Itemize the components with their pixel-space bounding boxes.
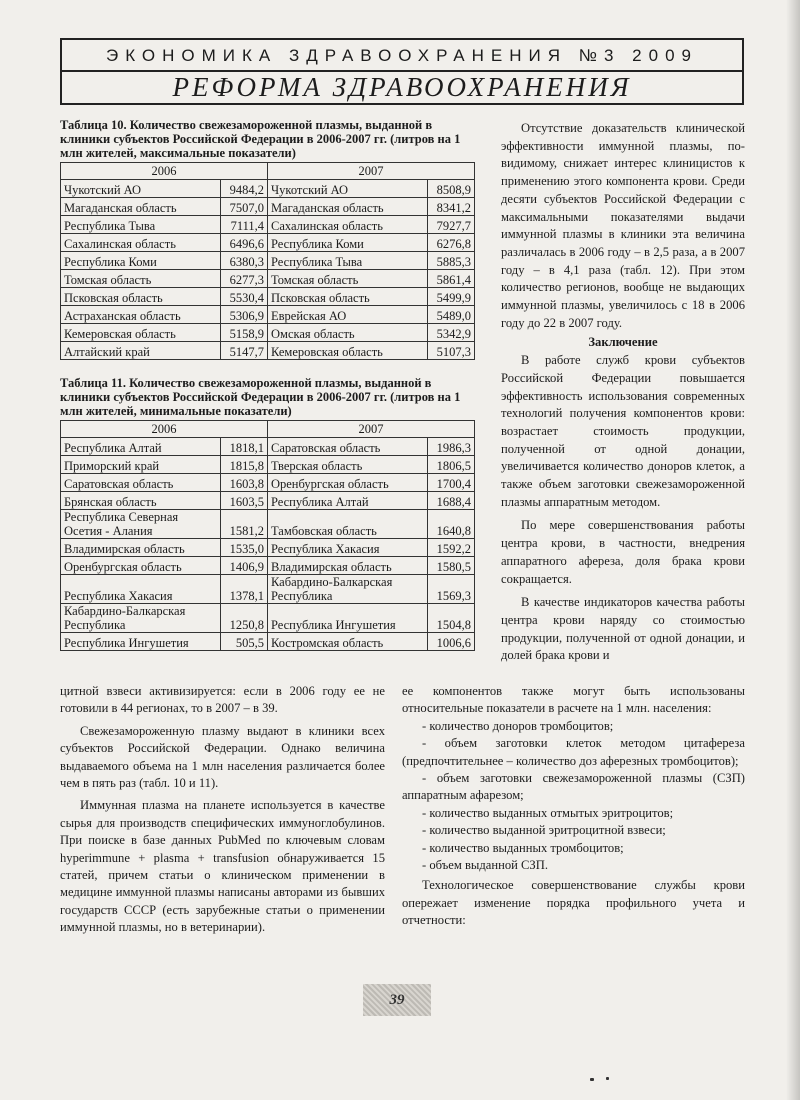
- table-row: [61, 270, 475, 288]
- value-cell: 1569,3: [428, 575, 475, 604]
- table-row: [61, 510, 475, 539]
- table-row: [61, 539, 475, 557]
- value-cell: 6496,6: [221, 234, 268, 252]
- value-cell: 5342,9: [428, 324, 475, 342]
- year-header: 2007: [268, 163, 475, 180]
- value-cell: 1640,8: [428, 510, 475, 539]
- page-edge-shadow: [786, 0, 800, 1100]
- value-cell: 1818,1: [221, 438, 268, 456]
- value-cell: 6277,3: [221, 270, 268, 288]
- value-cell: 5158,9: [221, 324, 268, 342]
- value-cell: 1006,6: [428, 633, 475, 651]
- region-cell: Брянская область: [61, 492, 221, 510]
- region-cell: Кабардино-Балкарская Республика: [267, 575, 427, 604]
- table-row: [61, 557, 475, 575]
- value-cell: 1688,4: [428, 492, 475, 510]
- list-item: - объем заготовки клеток методом цитафереза (предпочтительнее – количество доз аферезных тромбоцитов);: [402, 736, 745, 768]
- table-row: [61, 324, 475, 342]
- region-cell: Саратовская область: [267, 438, 427, 456]
- bottom-left-column: [60, 683, 385, 942]
- paragraph: ее компонентов также могут быть использованы относительные показатели в расчете на 1 млн. населения:: [402, 684, 745, 716]
- value-cell: 1504,8: [428, 604, 475, 633]
- value-cell: 1535,0: [221, 539, 268, 557]
- bottom-right-column: [402, 683, 745, 930]
- region-cell: Магаданская область: [268, 198, 428, 216]
- paragraph: Иммунная плазма на планете используется в качестве сырья для производств специфических иммуноглобулинов. При поиске в базе данных PubMed по ключевым словам hyperimmune + plasma + transfusion обнаруживается 15 статей, причем статьи о клиническом применении в медицине иммунной плазмы написаны авторами из бывших государств СССР (есть зарубежные статьи о применении иммунной плазмы, но в ветеринарии).: [60, 798, 385, 935]
- table-row: [61, 456, 475, 474]
- value-cell: 9484,2: [221, 180, 268, 198]
- region-cell: Приморский край: [61, 456, 221, 474]
- region-cell: Чукотский АО: [268, 180, 428, 198]
- region-cell: Оренбургская область: [61, 557, 221, 575]
- table-row: [61, 180, 475, 198]
- table-row: [61, 575, 475, 604]
- value-cell: 6380,3: [221, 252, 268, 270]
- region-cell: Алтайский край: [61, 342, 221, 360]
- paragraph: В работе служб крови субъектов Российской Федерации повышается эффективность использования современных технологий получения компонентов крови: возрастает стоимость продукции, полученной от одной донации, увеличивается количество доноров клеток, а также объем заготовки свежезамороженной плазмы аппаратным методом.: [501, 353, 745, 509]
- region-cell: Тамбовская область: [267, 510, 427, 539]
- scan-speck: [590, 1078, 594, 1081]
- region-cell: Республика Тыва: [268, 252, 428, 270]
- paragraph: По мере совершенствования работы центра крови, в частности, внедрения аппаратного афереза, доля брака крови сокращается.: [501, 518, 745, 586]
- value-cell: 1806,5: [428, 456, 475, 474]
- value-cell: 1603,5: [221, 492, 268, 510]
- region-cell: Костромская область: [267, 633, 427, 651]
- region-cell: Кемеровская область: [61, 324, 221, 342]
- value-cell: 5107,3: [428, 342, 475, 360]
- year-header: 2006: [61, 163, 268, 180]
- value-cell: 7507,0: [221, 198, 268, 216]
- value-cell: 5499,9: [428, 288, 475, 306]
- table-row: [61, 252, 475, 270]
- table-row: [61, 216, 475, 234]
- value-cell: 5885,3: [428, 252, 475, 270]
- region-cell: Республика Хакасия: [267, 539, 427, 557]
- value-cell: 1580,5: [428, 557, 475, 575]
- page-number: 39: [363, 984, 431, 1016]
- paragraph: Свежезамороженную плазму выдают в клиники всех субъектов Российской Федерации. Однако величина выдаваемого объема на 1 млн населения различается более чем в пять раз (табл. 10 и 11).: [60, 723, 385, 791]
- region-cell: Республика Ингушетия: [267, 604, 427, 633]
- region-cell: Астраханская область: [61, 306, 221, 324]
- table-row: [61, 474, 475, 492]
- list-item: - количество доноров тромбоцитов;: [422, 718, 614, 733]
- value-cell: 1250,8: [221, 604, 268, 633]
- list-item: - количество выданной эритроцитной взвеси;: [422, 823, 666, 838]
- table-row: [61, 633, 475, 651]
- region-cell: Омская область: [268, 324, 428, 342]
- table-11-body: [61, 438, 475, 651]
- region-cell: Тверская область: [267, 456, 427, 474]
- region-cell: Республика Алтай: [267, 492, 427, 510]
- table-header-row: [61, 163, 475, 180]
- list-item: - объем выданной СЗП.: [422, 858, 548, 873]
- region-cell: Чукотский АО: [61, 180, 221, 198]
- value-cell: 5489,0: [428, 306, 475, 324]
- value-cell: 1603,8: [221, 474, 268, 492]
- value-cell: 1986,3: [428, 438, 475, 456]
- value-cell: 1406,9: [221, 557, 268, 575]
- region-cell: Владимирская область: [267, 557, 427, 575]
- region-cell: Томская область: [61, 270, 221, 288]
- region-cell: Псковская область: [61, 288, 221, 306]
- region-cell: Республика Хакасия: [61, 575, 221, 604]
- region-cell: Саратовская область: [61, 474, 221, 492]
- conclusion-heading: Заключение: [588, 335, 658, 350]
- right-text-column: [501, 120, 745, 665]
- value-cell: 8508,9: [428, 180, 475, 198]
- list-item: - количество выданных отмытых эритроцитов;: [422, 805, 674, 820]
- value-cell: 5861,4: [428, 270, 475, 288]
- table-row: [61, 492, 475, 510]
- region-cell: Томская область: [268, 270, 428, 288]
- paragraph: цитной взвеси активизируется: если в 2006 году ее не готовили в 44 регионах, то в 2007 – в 39.: [60, 684, 385, 716]
- region-cell: Сахалинская область: [61, 234, 221, 252]
- table-row: [61, 198, 475, 216]
- journal-title: ЭКОНОМИКА ЗДРАВООХРАНЕНИЯ №3 2009: [62, 42, 742, 72]
- value-cell: 1581,2: [221, 510, 268, 539]
- paragraph: В качестве индикаторов качества работы центра крови наряду со стоимостью продукции, полученной от одной донации, и долей брака крови и: [501, 595, 745, 663]
- region-cell: Кемеровская область: [268, 342, 428, 360]
- value-cell: 8341,2: [428, 198, 475, 216]
- region-cell: Еврейская АО: [268, 306, 428, 324]
- table-row: [61, 288, 475, 306]
- region-cell: Псковская область: [268, 288, 428, 306]
- paragraph: Технологическое совершенствование службы крови опережает изменение порядка профильного учета и отчетности:: [402, 878, 745, 928]
- list-item: - количество выданных тромбоцитов;: [422, 840, 624, 855]
- region-cell: Кабардино-Балкарская Республика: [61, 604, 221, 633]
- paragraph: Отсутствие доказательств клинической эффективности иммунной плазмы, по-видимому, снижает интерес клиницистов к применению этого компонента крови. Среди десяти субъектов Российской Федерации с максимальными показателями выдачи иммунной плазмы в клиники эта величина различалась в 2006 году – в 2,5 раза, а в 2007 году – в 4,1 раза (табл. 12). При этом количество регионов, вообще не выдающих иммунной плазмы, увеличилось с 18 в 2006 году до 22 в 2007 году.: [501, 121, 745, 330]
- year-header: 2006: [61, 421, 268, 438]
- table-header-row: [61, 421, 475, 438]
- value-cell: 1700,4: [428, 474, 475, 492]
- value-cell: 1815,8: [221, 456, 268, 474]
- table-10-body: [61, 180, 475, 360]
- value-cell: 5147,7: [221, 342, 268, 360]
- value-cell: 7111,4: [221, 216, 268, 234]
- section-title: РЕФОРМА ЗДРАВООХРАНЕНИЯ: [172, 72, 632, 102]
- tables-column: [60, 118, 475, 651]
- region-cell: Сахалинская область: [268, 216, 428, 234]
- table-row: [61, 438, 475, 456]
- table-row: [61, 306, 475, 324]
- year-header: 2007: [267, 421, 474, 438]
- table-11-title: Таблица 11. Количество свежезамороженной плазмы, выданной в клиники субъектов Российской Федерации в 2006-2007 гг. (литров на 1 млн жителей, минимальные показатели): [60, 376, 461, 418]
- region-cell: Республика Алтай: [61, 438, 221, 456]
- indicator-list: [402, 718, 745, 875]
- value-cell: 1592,2: [428, 539, 475, 557]
- table-11: [60, 420, 475, 651]
- value-cell: 7927,7: [428, 216, 475, 234]
- value-cell: 5530,4: [221, 288, 268, 306]
- value-cell: 6276,8: [428, 234, 475, 252]
- region-cell: Владимирская область: [61, 539, 221, 557]
- region-cell: Республика Северная Осетия - Алания: [61, 510, 221, 539]
- region-cell: Республика Тыва: [61, 216, 221, 234]
- region-cell: Магаданская область: [61, 198, 221, 216]
- table-row: [61, 234, 475, 252]
- table-row: [61, 604, 475, 633]
- page-header: [60, 38, 744, 105]
- value-cell: 5306,9: [221, 306, 268, 324]
- region-cell: Республика Коми: [268, 234, 428, 252]
- table-10-title: Таблица 10. Количество свежезамороженной плазмы, выданной в клиники субъектов Российской Федерации в 2006-2007 гг. (литров на 1 млн жителей, максимальные показатели): [60, 118, 461, 160]
- table-row: [61, 342, 475, 360]
- value-cell: 1378,1: [221, 575, 268, 604]
- region-cell: Республика Коми: [61, 252, 221, 270]
- value-cell: 505,5: [221, 633, 268, 651]
- region-cell: Оренбургская область: [267, 474, 427, 492]
- scan-speck: [606, 1077, 609, 1080]
- list-item: - объем заготовки свежезамороженной плазмы (СЗП) аппаратным афарезом;: [402, 771, 745, 803]
- region-cell: Республика Ингушетия: [61, 633, 221, 651]
- table-10: [60, 162, 475, 360]
